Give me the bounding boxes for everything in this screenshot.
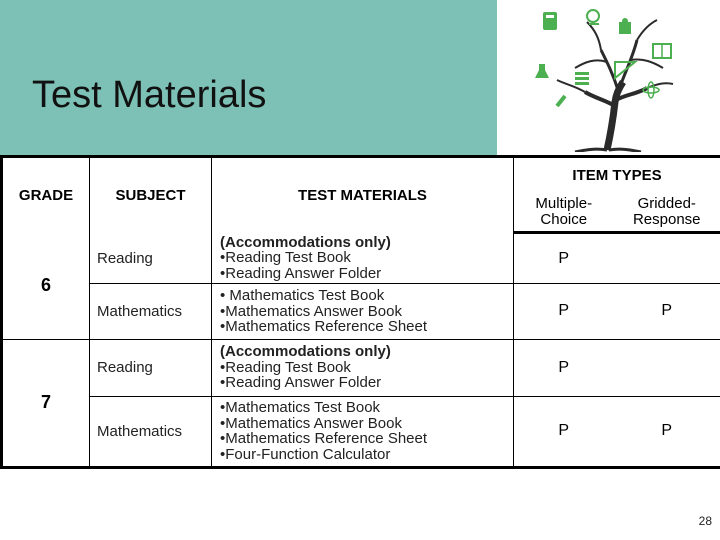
- book-icon: [653, 44, 671, 58]
- grade-header: GRADE: [2, 157, 90, 233]
- accommodations-note: (Accommodations only): [220, 233, 391, 251]
- subject-cell: Reading: [90, 339, 212, 396]
- gridded-response-check: P: [614, 284, 720, 339]
- page-number: 28: [698, 514, 712, 528]
- multiple-choice-check: P: [514, 396, 614, 467]
- multiple-choice-check: P: [514, 339, 614, 396]
- materials-cell: [212, 233, 514, 284]
- grade-6-cell: 6: [2, 233, 90, 339]
- material-item: •Reading Answer Folder: [220, 264, 382, 282]
- materials-cell: [212, 339, 514, 396]
- flask-icon: [535, 64, 549, 78]
- test-materials-header: TEST MATERIALS: [212, 157, 514, 233]
- materials-cell: [212, 396, 514, 467]
- multiple-choice-header: Multiple- Choice: [514, 193, 614, 233]
- gridded-response-empty: [614, 233, 720, 284]
- knowledge-tree-logo: [515, 2, 695, 152]
- material-item: •Reading Answer Folder: [220, 374, 382, 392]
- test-materials-table: [0, 155, 720, 469]
- material-item: •Mathematics Reference Sheet: [220, 318, 428, 336]
- material-item: •Mathematics Answer Book: [220, 302, 402, 320]
- item-types-header: ITEM TYPES: [514, 157, 720, 193]
- puzzle-icon: [619, 18, 631, 34]
- subject-cell: Mathematics: [90, 284, 212, 339]
- material-item: •Reading Test Book: [220, 249, 351, 267]
- page-title: Test Materials: [32, 74, 267, 116]
- accommodations-note: (Accommodations only): [220, 343, 391, 361]
- multiple-choice-check: P: [514, 233, 614, 284]
- gridded-response-check: P: [614, 396, 720, 467]
- material-item: •Mathematics Test Book: [220, 399, 381, 417]
- pencil-icon: [557, 96, 565, 106]
- subject-header: SUBJECT: [90, 157, 212, 233]
- material-item: •Mathematics Answer Book: [220, 414, 402, 432]
- subject-cell: Mathematics: [90, 396, 212, 467]
- subject-cell: Reading: [90, 233, 212, 284]
- materials-cell: [212, 284, 514, 339]
- calculator-icon: [543, 12, 557, 30]
- material-item: •Reading Test Book: [220, 358, 351, 376]
- test-tube-icon: [575, 72, 589, 85]
- grade-7-cell: 7: [2, 339, 90, 467]
- microscope-icon: [587, 10, 599, 24]
- material-item: •Mathematics Reference Sheet: [220, 430, 428, 448]
- gridded-response-empty: [614, 339, 720, 396]
- gridded-response-header: Gridded- Response: [614, 193, 720, 233]
- multiple-choice-check: P: [514, 284, 614, 339]
- material-item: •Four-Function Calculator: [220, 445, 391, 463]
- material-item: • Mathematics Test Book: [220, 287, 385, 305]
